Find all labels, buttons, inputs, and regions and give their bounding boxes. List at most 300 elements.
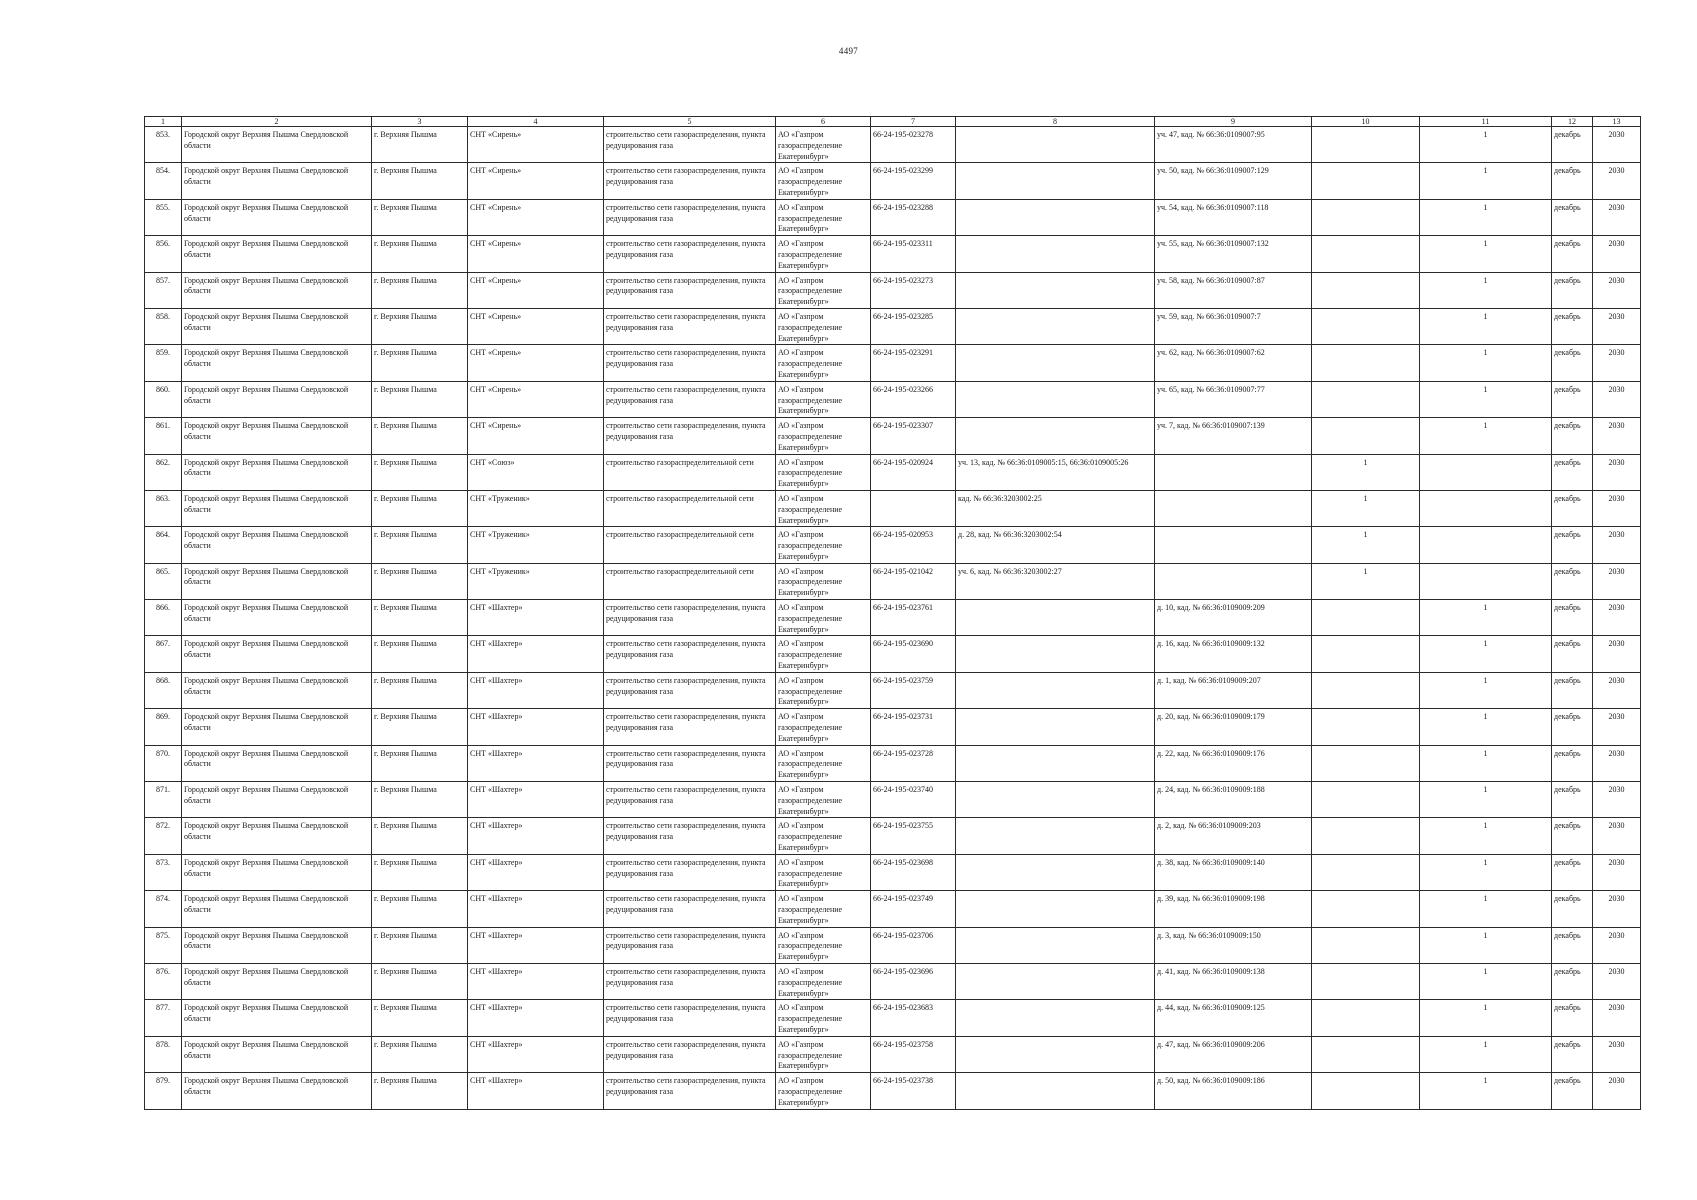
application-code-cell: 66-24-195-023761 <box>871 600 956 636</box>
count-col10-cell: 1 <box>1312 454 1420 490</box>
count-col11-cell: 1 <box>1420 600 1552 636</box>
month-cell: декабрь <box>1552 272 1593 308</box>
application-code-cell: 66-24-195-023758 <box>871 1036 956 1072</box>
column-header-9: 9 <box>1155 117 1312 127</box>
application-code-cell: 66-24-195-023266 <box>871 381 956 417</box>
count-col10-cell <box>1312 600 1420 636</box>
plot-col9-cell: уч. 59, кад. № 66:36:0109007:7 <box>1155 308 1312 344</box>
count-col11-cell: 1 <box>1420 1073 1552 1109</box>
column-header-row <box>145 117 1641 127</box>
year-cell: 2030 <box>1593 381 1641 417</box>
operator-cell: АО «Газпром газораспределение Екатеринбург» <box>776 709 871 745</box>
count-col10-cell <box>1312 381 1420 417</box>
count-col11-cell <box>1420 490 1552 526</box>
count-col10-cell <box>1312 963 1420 999</box>
locality-cell: г. Верхняя Пышма <box>372 527 468 563</box>
plot-col9-cell: д. 39, кад. № 66:36:0109009:198 <box>1155 891 1312 927</box>
row-number-cell: 863. <box>145 490 182 526</box>
month-cell: декабрь <box>1552 745 1593 781</box>
operator-cell: АО «Газпром газораспределение Екатеринбург» <box>776 818 871 854</box>
count-col10-cell <box>1312 418 1420 454</box>
district-cell: Городской округ Верхняя Пышма Свердловской области <box>182 782 372 818</box>
count-col11-cell: 1 <box>1420 927 1552 963</box>
society-cell: СНТ «Союз» <box>468 454 604 490</box>
row-number-cell: 876. <box>145 963 182 999</box>
month-cell: декабрь <box>1552 163 1593 199</box>
operator-cell: АО «Газпром газораспределение Екатеринбург» <box>776 854 871 890</box>
count-col10-cell <box>1312 854 1420 890</box>
table-row <box>145 782 1641 818</box>
application-code-cell: 66-24-195-023740 <box>871 782 956 818</box>
year-cell: 2030 <box>1593 199 1641 235</box>
application-code-cell: 66-24-195-023278 <box>871 127 956 163</box>
month-cell: декабрь <box>1552 1036 1593 1072</box>
count-col11-cell: 1 <box>1420 963 1552 999</box>
district-cell: Городской округ Верхняя Пышма Свердловской области <box>182 1036 372 1072</box>
operator-cell: АО «Газпром газораспределение Екатеринбург» <box>776 127 871 163</box>
column-header-10: 10 <box>1312 117 1420 127</box>
plot-col8-cell <box>956 236 1155 272</box>
society-cell: СНТ «Шахтер» <box>468 927 604 963</box>
count-col11-cell: 1 <box>1420 745 1552 781</box>
row-number-cell: 874. <box>145 891 182 927</box>
district-cell: Городской округ Верхняя Пышма Свердловской области <box>182 236 372 272</box>
plot-col8-cell <box>956 963 1155 999</box>
count-col10-cell <box>1312 782 1420 818</box>
operator-cell: АО «Газпром газораспределение Екатеринбург» <box>776 782 871 818</box>
table-row <box>145 127 1641 163</box>
district-cell: Городской округ Верхняя Пышма Свердловской области <box>182 927 372 963</box>
count-col11-cell: 1 <box>1420 199 1552 235</box>
district-cell: Городской округ Верхняя Пышма Свердловской области <box>182 199 372 235</box>
column-header-4: 4 <box>468 117 604 127</box>
operator-cell: АО «Газпром газораспределение Екатеринбург» <box>776 672 871 708</box>
plot-col8-cell <box>956 782 1155 818</box>
district-cell: Городской округ Верхняя Пышма Свердловской области <box>182 818 372 854</box>
application-code-cell: 66-24-195-023683 <box>871 1000 956 1036</box>
table-row <box>145 963 1641 999</box>
year-cell: 2030 <box>1593 745 1641 781</box>
plot-col9-cell: д. 44, кад. № 66:36:0109009:125 <box>1155 1000 1312 1036</box>
plot-col9-cell: д. 16, кад. № 66:36:0109009:132 <box>1155 636 1312 672</box>
count-col11-cell: 1 <box>1420 672 1552 708</box>
count-col10-cell: 1 <box>1312 527 1420 563</box>
society-cell: СНТ «Шахтер» <box>468 709 604 745</box>
plot-col8-cell <box>956 927 1155 963</box>
district-cell: Городской округ Верхняя Пышма Свердловской области <box>182 600 372 636</box>
work-type-cell: строительство сети газораспределения, пункта редуцирования газа <box>604 672 776 708</box>
row-number-cell: 866. <box>145 600 182 636</box>
work-type-cell: строительство сети газораспределения, пункта редуцирования газа <box>604 381 776 417</box>
month-cell: декабрь <box>1552 127 1593 163</box>
plot-col9-cell <box>1155 454 1312 490</box>
year-cell: 2030 <box>1593 818 1641 854</box>
district-cell: Городской округ Верхняя Пышма Свердловской области <box>182 163 372 199</box>
district-cell: Городской округ Верхняя Пышма Свердловской области <box>182 127 372 163</box>
work-type-cell: строительство сети газораспределения, пункта редуцирования газа <box>604 818 776 854</box>
count-col10-cell <box>1312 709 1420 745</box>
month-cell: декабрь <box>1552 782 1593 818</box>
year-cell: 2030 <box>1593 345 1641 381</box>
society-cell: СНТ «Сирень» <box>468 345 604 381</box>
plot-col9-cell: д. 50, кад. № 66:36:0109009:186 <box>1155 1073 1312 1109</box>
month-cell: декабрь <box>1552 1000 1593 1036</box>
application-code-cell: 66-24-195-023731 <box>871 709 956 745</box>
plot-col9-cell: уч. 58, кад. № 66:36:0109007:87 <box>1155 272 1312 308</box>
plot-col9-cell: д. 2, кад. № 66:36:0109009:203 <box>1155 818 1312 854</box>
row-number-cell: 873. <box>145 854 182 890</box>
year-cell: 2030 <box>1593 1000 1641 1036</box>
operator-cell: АО «Газпром газораспределение Екатеринбург» <box>776 381 871 417</box>
work-type-cell: строительство сети газораспределения, пункта редуцирования газа <box>604 636 776 672</box>
count-col10-cell: 1 <box>1312 490 1420 526</box>
year-cell: 2030 <box>1593 1073 1641 1109</box>
society-cell: СНТ «Труженик» <box>468 490 604 526</box>
month-cell: декабрь <box>1552 818 1593 854</box>
plot-col8-cell <box>956 1036 1155 1072</box>
plot-col9-cell: д. 20, кад. № 66:36:0109009:179 <box>1155 709 1312 745</box>
row-number-cell: 861. <box>145 418 182 454</box>
operator-cell: АО «Газпром газораспределение Екатеринбург» <box>776 600 871 636</box>
operator-cell: АО «Газпром газораспределение Екатеринбург» <box>776 1000 871 1036</box>
operator-cell: АО «Газпром газораспределение Екатеринбург» <box>776 1036 871 1072</box>
plot-col8-cell <box>956 854 1155 890</box>
count-col10-cell <box>1312 163 1420 199</box>
operator-cell: АО «Газпром газораспределение Екатеринбург» <box>776 745 871 781</box>
district-cell: Городской округ Верхняя Пышма Свердловской области <box>182 345 372 381</box>
table-row <box>145 1036 1641 1072</box>
table-row <box>145 454 1641 490</box>
application-code-cell: 66-24-195-023759 <box>871 672 956 708</box>
plot-col8-cell: уч. 13, кад. № 66:36:0109005:15, 66:36:0109005:26 <box>956 454 1155 490</box>
operator-cell: АО «Газпром газораспределение Екатеринбург» <box>776 199 871 235</box>
count-col11-cell <box>1420 563 1552 599</box>
column-header-12: 12 <box>1552 117 1593 127</box>
column-header-11: 11 <box>1420 117 1552 127</box>
operator-cell: АО «Газпром газораспределение Екатеринбург» <box>776 891 871 927</box>
month-cell: декабрь <box>1552 199 1593 235</box>
society-cell: СНТ «Шахтер» <box>468 636 604 672</box>
work-type-cell: строительство сети газораспределения, пункта редуцирования газа <box>604 345 776 381</box>
locality-cell: г. Верхняя Пышма <box>372 636 468 672</box>
district-cell: Городской округ Верхняя Пышма Свердловской области <box>182 381 372 417</box>
count-col10-cell <box>1312 672 1420 708</box>
count-col11-cell: 1 <box>1420 163 1552 199</box>
count-col11-cell: 1 <box>1420 345 1552 381</box>
year-cell: 2030 <box>1593 563 1641 599</box>
society-cell: СНТ «Труженик» <box>468 527 604 563</box>
plot-col9-cell: уч. 54, кад. № 66:36:0109007:118 <box>1155 199 1312 235</box>
column-header-1: 1 <box>145 117 182 127</box>
month-cell: декабрь <box>1552 636 1593 672</box>
application-code-cell: 66-24-195-023311 <box>871 236 956 272</box>
row-number-cell: 853. <box>145 127 182 163</box>
district-cell: Городской округ Верхняя Пышма Свердловской области <box>182 672 372 708</box>
column-header-7: 7 <box>871 117 956 127</box>
society-cell: СНТ «Шахтер» <box>468 854 604 890</box>
plot-col8-cell <box>956 745 1155 781</box>
plot-col8-cell <box>956 199 1155 235</box>
operator-cell: АО «Газпром газораспределение Екатеринбург» <box>776 345 871 381</box>
application-code-cell: 66-24-195-023738 <box>871 1073 956 1109</box>
work-type-cell: строительство сети газораспределения, пункта редуцирования газа <box>604 127 776 163</box>
district-cell: Городской округ Верхняя Пышма Свердловской области <box>182 891 372 927</box>
district-cell: Городской округ Верхняя Пышма Свердловской области <box>182 963 372 999</box>
table-row <box>145 272 1641 308</box>
plot-col8-cell <box>956 418 1155 454</box>
locality-cell: г. Верхняя Пышма <box>372 272 468 308</box>
application-code-cell: 66-24-195-023285 <box>871 308 956 344</box>
count-col11-cell: 1 <box>1420 308 1552 344</box>
society-cell: СНТ «Сирень» <box>468 199 604 235</box>
plot-col9-cell: д. 41, кад. № 66:36:0109009:138 <box>1155 963 1312 999</box>
count-col10-cell <box>1312 308 1420 344</box>
plot-col9-cell: уч. 62, кад. № 66:36:0109007:62 <box>1155 345 1312 381</box>
society-cell: СНТ «Сирень» <box>468 381 604 417</box>
district-cell: Городской округ Верхняя Пышма Свердловской области <box>182 709 372 745</box>
row-number-cell: 857. <box>145 272 182 308</box>
plot-col9-cell: уч. 50, кад. № 66:36:0109007:129 <box>1155 163 1312 199</box>
district-cell: Городской округ Верхняя Пышма Свердловской области <box>182 1073 372 1109</box>
work-type-cell: строительство сети газораспределения, пункта редуцирования газа <box>604 709 776 745</box>
operator-cell: АО «Газпром газораспределение Екатеринбург» <box>776 1073 871 1109</box>
plot-col9-cell: д. 22, кад. № 66:36:0109009:176 <box>1155 745 1312 781</box>
plot-col9-cell: д. 10, кад. № 66:36:0109009:209 <box>1155 600 1312 636</box>
page-number: 4497 <box>838 46 859 56</box>
operator-cell: АО «Газпром газораспределение Екатеринбург» <box>776 927 871 963</box>
district-cell: Городской округ Верхняя Пышма Свердловской области <box>182 418 372 454</box>
application-code-cell: 66-24-195-023696 <box>871 963 956 999</box>
work-type-cell: строительство сети газораспределения, пункта редуцирования газа <box>604 1036 776 1072</box>
plot-col8-cell <box>956 600 1155 636</box>
plot-col9-cell: д. 1, кад. № 66:36:0109009:207 <box>1155 672 1312 708</box>
work-type-cell: строительство сети газораспределения, пункта редуцирования газа <box>604 308 776 344</box>
year-cell: 2030 <box>1593 454 1641 490</box>
society-cell: СНТ «Сирень» <box>468 272 604 308</box>
society-cell: СНТ «Шахтер» <box>468 1036 604 1072</box>
plot-col8-cell <box>956 709 1155 745</box>
plot-col8-cell: д. 28, кад. № 66:36:3203002:54 <box>956 527 1155 563</box>
locality-cell: г. Верхняя Пышма <box>372 345 468 381</box>
plot-col8-cell <box>956 272 1155 308</box>
year-cell: 2030 <box>1593 163 1641 199</box>
locality-cell: г. Верхняя Пышма <box>372 891 468 927</box>
count-col10-cell <box>1312 818 1420 854</box>
row-number-cell: 864. <box>145 527 182 563</box>
table-row <box>145 854 1641 890</box>
application-code-cell: 66-24-195-020953 <box>871 527 956 563</box>
count-col10-cell: 1 <box>1312 563 1420 599</box>
locality-cell: г. Верхняя Пышма <box>372 709 468 745</box>
work-type-cell: строительство сети газораспределения, пункта редуцирования газа <box>604 600 776 636</box>
district-cell: Городской округ Верхняя Пышма Свердловской области <box>182 1000 372 1036</box>
row-number-cell: 854. <box>145 163 182 199</box>
year-cell: 2030 <box>1593 236 1641 272</box>
row-number-cell: 878. <box>145 1036 182 1072</box>
row-number-cell: 855. <box>145 199 182 235</box>
month-cell: декабрь <box>1552 236 1593 272</box>
year-cell: 2030 <box>1593 1036 1641 1072</box>
count-col11-cell: 1 <box>1420 854 1552 890</box>
locality-cell: г. Верхняя Пышма <box>372 490 468 526</box>
application-code-cell: 66-24-195-021042 <box>871 563 956 599</box>
count-col10-cell <box>1312 272 1420 308</box>
column-header-13: 13 <box>1593 117 1641 127</box>
table-row <box>145 381 1641 417</box>
society-cell: СНТ «Сирень» <box>468 418 604 454</box>
count-col10-cell <box>1312 345 1420 381</box>
year-cell: 2030 <box>1593 709 1641 745</box>
row-number-cell: 865. <box>145 563 182 599</box>
operator-cell: АО «Газпром газораспределение Екатеринбург» <box>776 490 871 526</box>
work-type-cell: строительство газораспределительной сети <box>604 527 776 563</box>
year-cell: 2030 <box>1593 854 1641 890</box>
work-type-cell: строительство сети газораспределения, пункта редуцирования газа <box>604 199 776 235</box>
locality-cell: г. Верхняя Пышма <box>372 454 468 490</box>
work-type-cell: строительство сети газораспределения, пункта редуцирования газа <box>604 1073 776 1109</box>
operator-cell: АО «Газпром газораспределение Екатеринбург» <box>776 527 871 563</box>
society-cell: СНТ «Труженик» <box>468 563 604 599</box>
count-col10-cell <box>1312 745 1420 781</box>
month-cell: декабрь <box>1552 563 1593 599</box>
locality-cell: г. Верхняя Пышма <box>372 818 468 854</box>
society-cell: СНТ «Шахтер» <box>468 745 604 781</box>
count-col10-cell <box>1312 1000 1420 1036</box>
operator-cell: АО «Газпром газораспределение Екатеринбург» <box>776 308 871 344</box>
month-cell: декабрь <box>1552 527 1593 563</box>
locality-cell: г. Верхняя Пышма <box>372 163 468 199</box>
row-number-cell: 860. <box>145 381 182 417</box>
plot-col8-cell <box>956 891 1155 927</box>
table-row <box>145 891 1641 927</box>
work-type-cell: строительство сети газораспределения, пункта редуцирования газа <box>604 163 776 199</box>
registry-table <box>144 116 1641 1110</box>
operator-cell: АО «Газпром газораспределение Екатеринбург» <box>776 636 871 672</box>
district-cell: Городской округ Верхняя Пышма Свердловской области <box>182 272 372 308</box>
locality-cell: г. Верхняя Пышма <box>372 854 468 890</box>
district-cell: Городской округ Верхняя Пышма Свердловской области <box>182 527 372 563</box>
count-col10-cell <box>1312 1036 1420 1072</box>
locality-cell: г. Верхняя Пышма <box>372 745 468 781</box>
count-col11-cell: 1 <box>1420 709 1552 745</box>
work-type-cell: строительство газораспределительной сети <box>604 563 776 599</box>
society-cell: СНТ «Шахтер» <box>468 963 604 999</box>
row-number-cell: 867. <box>145 636 182 672</box>
district-cell: Городской округ Верхняя Пышма Свердловской области <box>182 563 372 599</box>
work-type-cell: строительство газораспределительной сети <box>604 454 776 490</box>
count-col11-cell: 1 <box>1420 381 1552 417</box>
count-col11-cell: 1 <box>1420 818 1552 854</box>
plot-col8-cell <box>956 1000 1155 1036</box>
count-col11-cell: 1 <box>1420 782 1552 818</box>
society-cell: СНТ «Шахтер» <box>468 782 604 818</box>
table-row <box>145 600 1641 636</box>
locality-cell: г. Верхняя Пышма <box>372 1073 468 1109</box>
plot-col8-cell <box>956 636 1155 672</box>
table-body <box>145 127 1641 1110</box>
locality-cell: г. Верхняя Пышма <box>372 563 468 599</box>
application-code-cell: 66-24-195-023728 <box>871 745 956 781</box>
plot-col9-cell: уч. 7, кад. № 66:36:0109007:139 <box>1155 418 1312 454</box>
table-row <box>145 163 1641 199</box>
row-number-cell: 872. <box>145 818 182 854</box>
locality-cell: г. Верхняя Пышма <box>372 381 468 417</box>
count-col10-cell <box>1312 127 1420 163</box>
work-type-cell: строительство сети газораспределения, пункта редуцирования газа <box>604 272 776 308</box>
application-code-cell: 66-24-195-023291 <box>871 345 956 381</box>
column-header-5: 5 <box>604 117 776 127</box>
row-number-cell: 877. <box>145 1000 182 1036</box>
plot-col9-cell: д. 24, кад. № 66:36:0109009:188 <box>1155 782 1312 818</box>
application-code-cell: 66-24-195-023706 <box>871 927 956 963</box>
count-col11-cell: 1 <box>1420 636 1552 672</box>
row-number-cell: 871. <box>145 782 182 818</box>
work-type-cell: строительство сети газораспределения, пункта редуцирования газа <box>604 745 776 781</box>
plot-col8-cell <box>956 345 1155 381</box>
application-code-cell <box>871 490 956 526</box>
application-code-cell: 66-24-195-023749 <box>871 891 956 927</box>
plot-col8-cell <box>956 381 1155 417</box>
count-col11-cell: 1 <box>1420 418 1552 454</box>
plot-col8-cell: уч. 6, кад. № 66:36:3203002:27 <box>956 563 1155 599</box>
month-cell: декабрь <box>1552 381 1593 417</box>
count-col11-cell <box>1420 527 1552 563</box>
table-row <box>145 927 1641 963</box>
locality-cell: г. Верхняя Пышма <box>372 1000 468 1036</box>
plot-col9-cell: д. 3, кад. № 66:36:0109009:150 <box>1155 927 1312 963</box>
application-code-cell: 66-24-195-023307 <box>871 418 956 454</box>
district-cell: Городской округ Верхняя Пышма Свердловской области <box>182 454 372 490</box>
application-code-cell: 66-24-195-023755 <box>871 818 956 854</box>
month-cell: декабрь <box>1552 891 1593 927</box>
locality-cell: г. Верхняя Пышма <box>372 672 468 708</box>
column-header-2: 2 <box>182 117 372 127</box>
society-cell: СНТ «Шахтер» <box>468 818 604 854</box>
year-cell: 2030 <box>1593 782 1641 818</box>
count-col11-cell: 1 <box>1420 236 1552 272</box>
operator-cell: АО «Газпром газораспределение Екатеринбург» <box>776 163 871 199</box>
locality-cell: г. Верхняя Пышма <box>372 963 468 999</box>
table-row <box>145 636 1641 672</box>
row-number-cell: 858. <box>145 308 182 344</box>
application-code-cell: 66-24-195-023698 <box>871 854 956 890</box>
month-cell: декабрь <box>1552 418 1593 454</box>
application-code-cell: 66-24-195-020924 <box>871 454 956 490</box>
count-col11-cell: 1 <box>1420 1036 1552 1072</box>
work-type-cell: строительство сети газораспределения, пункта редуцирования газа <box>604 927 776 963</box>
year-cell: 2030 <box>1593 927 1641 963</box>
table-row <box>145 672 1641 708</box>
locality-cell: г. Верхняя Пышма <box>372 308 468 344</box>
month-cell: декабрь <box>1552 709 1593 745</box>
year-cell: 2030 <box>1593 308 1641 344</box>
operator-cell: АО «Газпром газораспределение Екатеринбург» <box>776 418 871 454</box>
year-cell: 2030 <box>1593 490 1641 526</box>
plot-col9-cell <box>1155 563 1312 599</box>
table-row <box>145 418 1641 454</box>
work-type-cell: строительство сети газораспределения, пункта редуцирования газа <box>604 891 776 927</box>
month-cell: декабрь <box>1552 345 1593 381</box>
year-cell: 2030 <box>1593 891 1641 927</box>
row-number-cell: 859. <box>145 345 182 381</box>
year-cell: 2030 <box>1593 672 1641 708</box>
plot-col8-cell <box>956 1073 1155 1109</box>
work-type-cell: строительство сети газораспределения, пункта редуцирования газа <box>604 418 776 454</box>
plot-col9-cell: уч. 55, кад. № 66:36:0109007:132 <box>1155 236 1312 272</box>
column-header-6: 6 <box>776 117 871 127</box>
year-cell: 2030 <box>1593 527 1641 563</box>
table-row <box>145 199 1641 235</box>
